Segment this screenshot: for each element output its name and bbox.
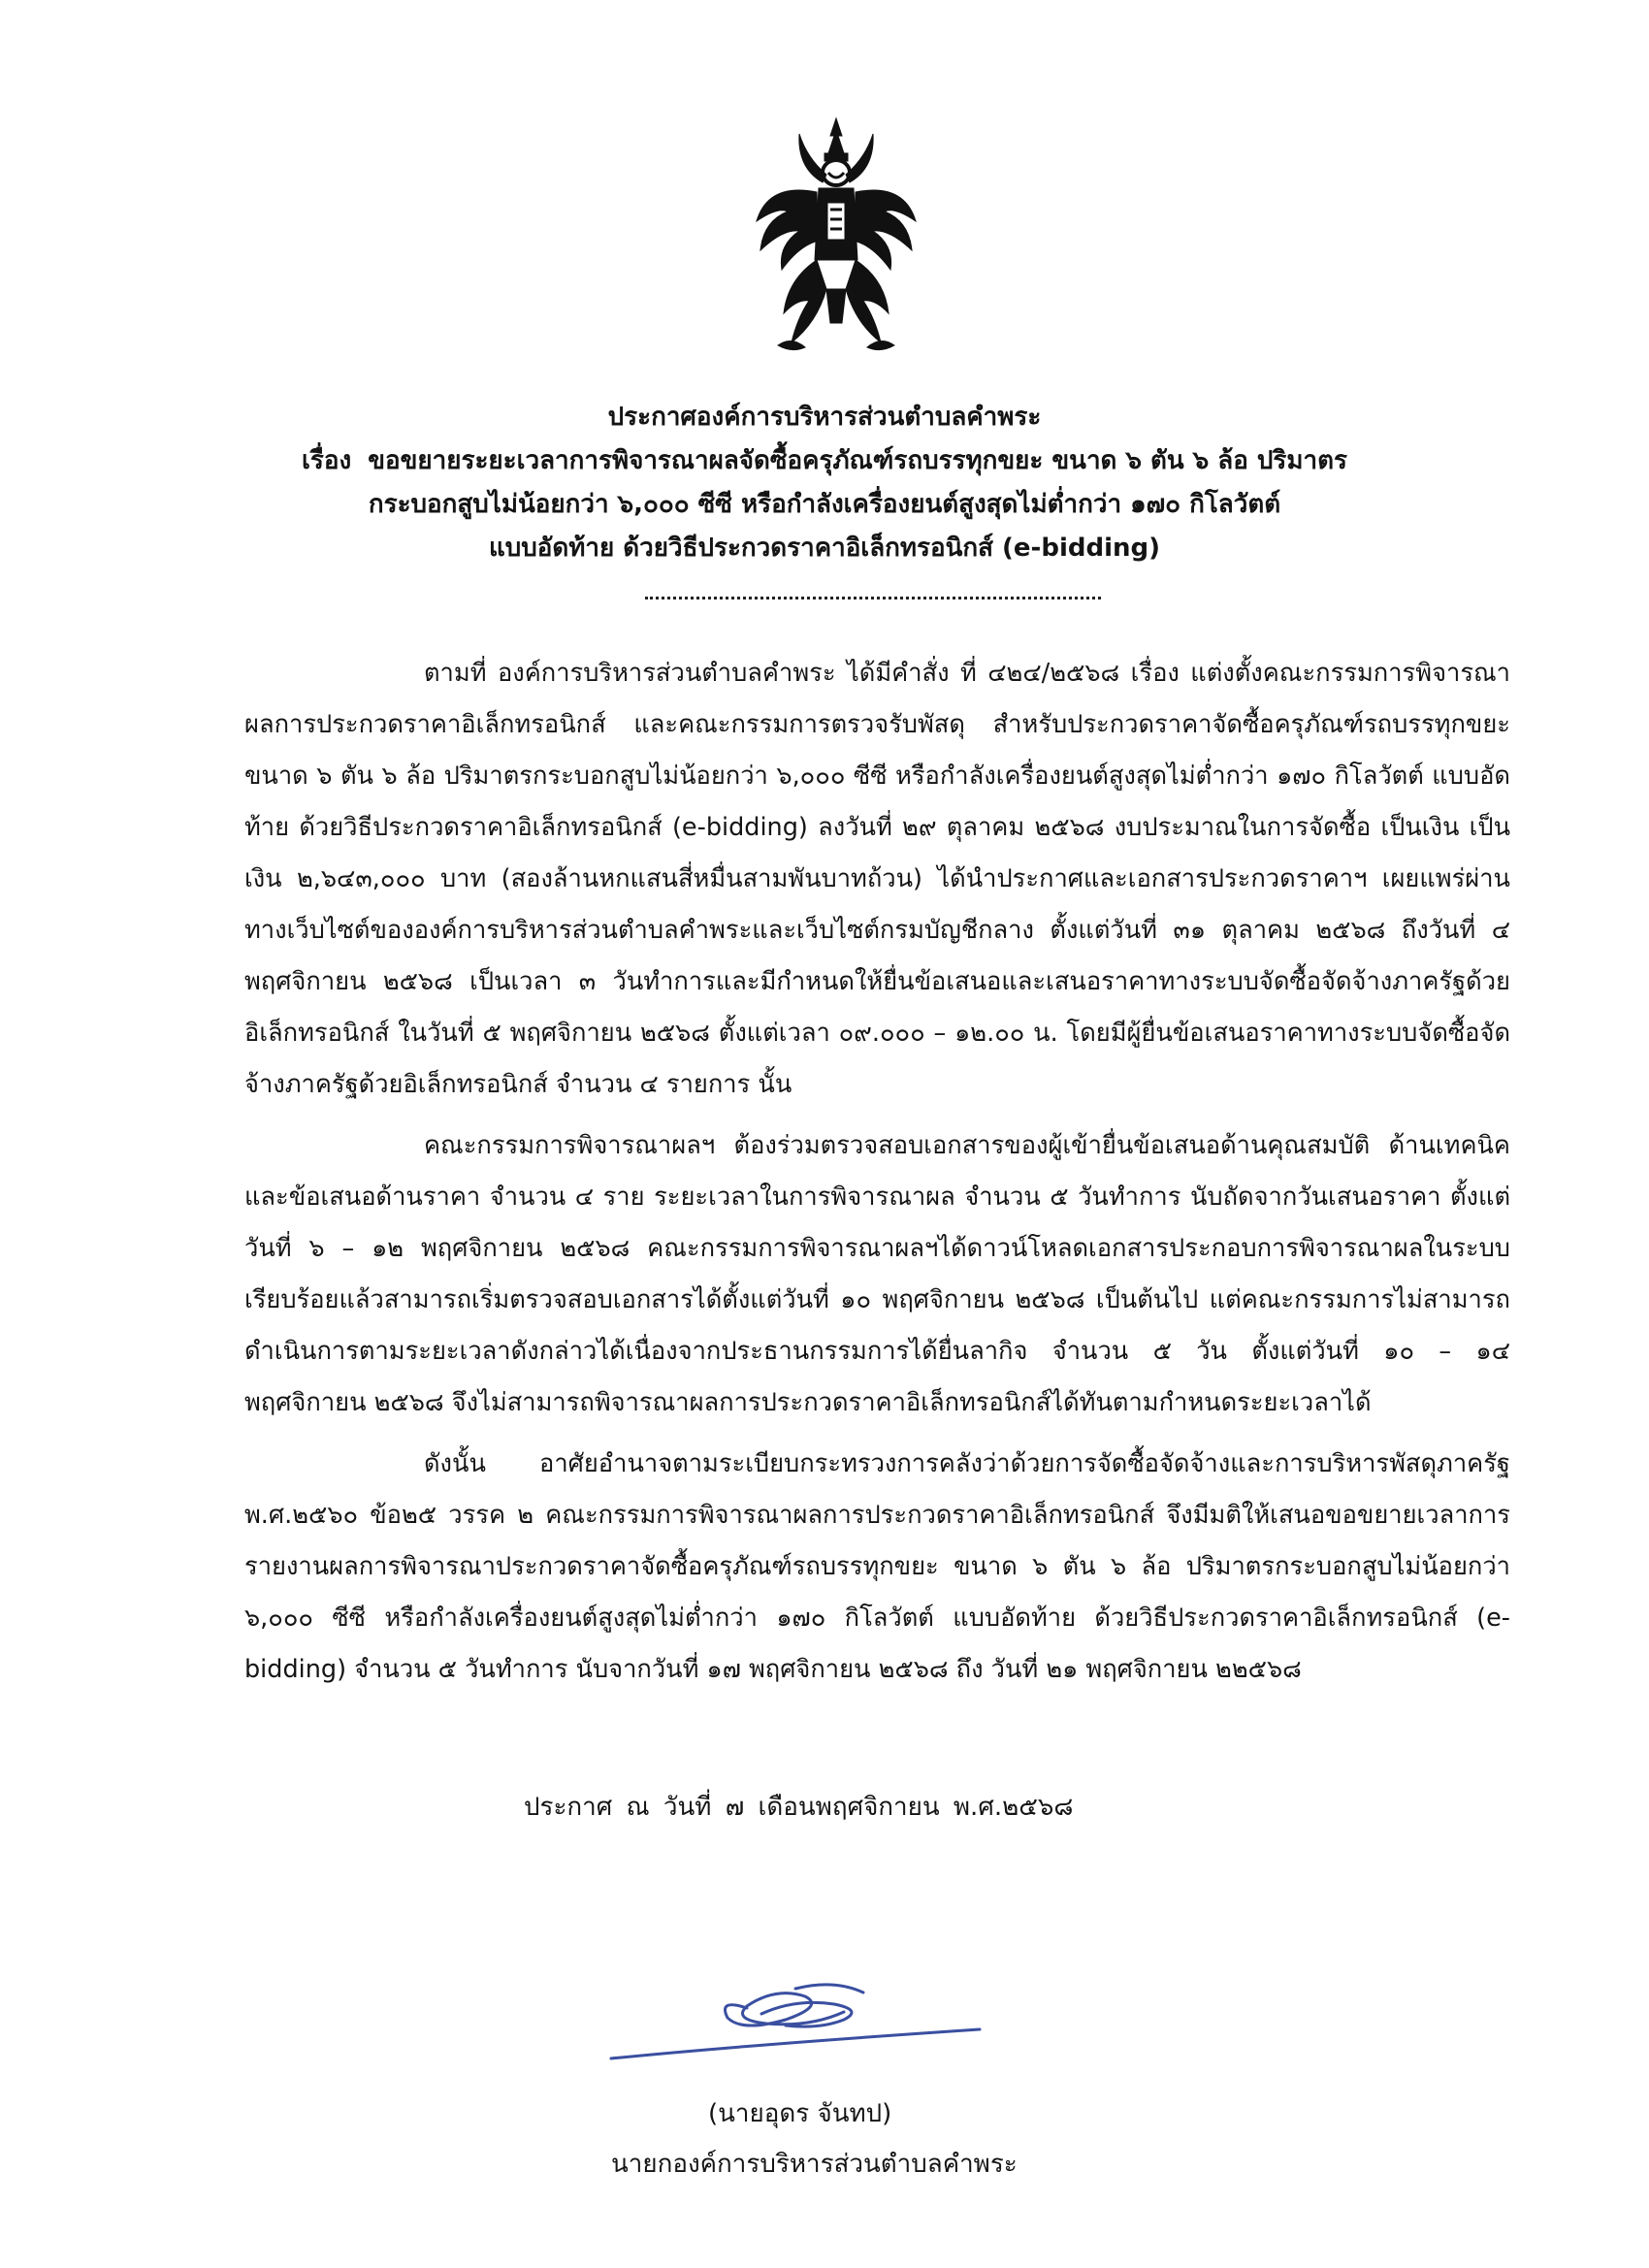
announcement-date: ประกาศ ณ วันที่ ๗ เดือนพฤศจิกายน พ.ศ.๒๕๖๘ [524, 1793, 1074, 1822]
subject-line-2: กระบอกสูบไม่น้อยกว่า ๖,๐๐๐ ซีซี หรือกำลังเครื่องยนต์สูงสุดไม่ต่ำกว่า ๑๗๐ กิโลวัตต์ [368, 490, 1281, 519]
subject-text-1: ขอขยายระยะเวลาการพิจารณาผลจัดซื้อครุภัณฑ์รถบรรทุกขยะ ขนาด ๖ ตัน ๖ ล้อ ปริมาตร [368, 446, 1347, 475]
document-body [244, 648, 1510, 1705]
header-divider [645, 597, 1101, 599]
subject-label: เรื่อง [302, 446, 352, 475]
paragraph-background: ตามที่ องค์การบริหารส่วนตำบลคำพระ ได้มีคำสั่ง ที่ ๔๒๔/๒๕๖๘ เรื่อง แต่งตั้งคณะกรรมการพิจารณาผลการประกวดราคาอิเล็กทรอนิกส์ และคณะกรรมการตรวจรับพัสดุ สำหรับประกวดราคาจัดซื้อครุภัณฑ์รถบรรทุกขยะ ขนาด ๖ ตัน ๖ ล้อ ปริมาตรกระบอกสูบไม่น้อยกว่า ๖,๐๐๐ ซีซี หรือกำลังเครื่องยนต์สูงสุดไม่ต่ำกว่า ๑๗๐ กิโลวัตต์ แบบอัดท้าย ด้วยวิธีประกวดราคาอิเล็กทรอนิกส์ (e-bidding) ลงวันที่ ๒๙ ตุลาคม ๒๕๖๘ งบประมาณในการจัดซื้อ เป็นเงิน เป็นเงิน ๒,๖๔๓,๐๐๐ บาท (สองล้านหกแสนสี่หมื่นสามพันบาทถ้วน) ได้นำประกาศและเอกสารประกวดราคาฯ เผยแพร่ผ่านทางเว็บไซต์ขององค์การบริหารส่วนตำบลคำพระและเว็บไซต์กรมบัญชีกลาง ตั้งแต่วันที่ ๓๑ ตุลาคม ๒๕๖๘ ถึงวันที่ ๔ พฤศจิกายน ๒๕๖๘ เป็นเวลา ๓ วันทำการและมีกำหนดให้ยื่นข้อเสนอและเสนอราคาทางระบบจัดซื้อจัดจ้างภาครัฐด้วยอิเล็กทรอนิกส์ ในวันที่ ๕ พฤศจิกายน ๒๕๖๘ ตั้งแต่เวลา ๐๙.๐๐๐ – ๑๒.๐๐ น. โดยมีผู้ยื่นข้อเสนอราคาทางระบบจัดซื้อจัดจ้างภาครัฐด้วยอิเล็กทรอนิกส์ จำนวน ๔ รายการ นั้น [244, 659, 1510, 1099]
garuda-emblem-icon [749, 114, 923, 357]
signer-title: นายกองค์การบริหารส่วนตำบลคำพระ [611, 2150, 1018, 2179]
subject-line-3: แบบอัดท้าย ด้วยวิธีประกวดราคาอิเล็กทรอนิกส์ (e-bidding) [489, 534, 1160, 563]
signer-name: (นายอุดร จันทป) [708, 2099, 892, 2128]
paragraph-resolution: ดังนั้น อาศัยอำนาจตามระเบียบกระทรวงการคลังว่าด้วยการจัดซื้อจัดจ้างและการบริหารพัสดุภาครัฐ พ.ศ.๒๕๖๐ ข้อ๒๕ วรรค ๒ คณะกรรมการพิจารณาผลการประกวดราคาอิเล็กทรอนิกส์ จึงมีมติให้เสนอขอขยายเวลาการรายงานผลการพิจารณาประกวดราคาจัดซื้อครุภัณฑ์รถบรรทุกขยะ ขนาด ๖ ตัน ๖ ล้อ ปริมาตรกระบอกสูบไม่น้อยกว่า ๖,๐๐๐ ซีซี หรือกำลังเครื่องยนต์สูงสุดไม่ต่ำกว่า ๑๗๐ กิโลวัตต์ แบบอัดท้าย ด้วยวิธีประกวดราคาอิเล็กทรอนิกส์ (e-bidding) จำนวน ๕ วันทำการ นับจากวันที่ ๑๗ พฤศจิกายน ๒๕๖๘ ถึง วันที่ ๒๑ พฤศจิกายน ๒๒๕๖๘ [244, 1449, 1510, 1684]
document-header [194, 396, 1455, 570]
signature-icon [601, 1969, 989, 2076]
paragraph-reason: คณะกรรมการพิจารณาผลฯ ต้องร่วมตรวจสอบเอกสารของผู้เข้ายื่นข้อเสนอด้านคุณสมบัติ ด้านเทคนิคและข้อเสนอด้านราคา จำนวน ๔ ราย ระยะเวลาในการพิจารณาผล จำนวน ๕ วันทำการ นับถัดจากวันเสนอราคา ตั้งแต่วันที่ ๖ – ๑๒ พฤศจิกายน ๒๕๖๘ คณะกรรมการพิจารณาผลฯได้ดาวน์โหลดเอกสารประกอบการพิจารณาผลในระบบเรียบร้อยแล้วสามารถเริ่มตรวจสอบเอกสารได้ตั้งแต่วันที่ ๑๐ พฤศจิกายน ๒๕๖๘ เป็นต้นไป แต่คณะกรรมการไม่สามารถดำเนินการตามระยะเวลาดังกล่าวได้เนื่องจากประธานกรรมการได้ยื่นลากิจ จำนวน ๕ วัน ตั้งแต่วันที่ ๑๐ – ๑๔ พฤศจิกายน ๒๕๖๘ จึงไม่สามารถพิจารณาผลการประกวดราคาอิเล็กทรอนิกส์ได้ทันตามกำหนดระยะเวลาได้ [244, 1131, 1510, 1417]
organization-title: ประกาศองค์การบริหารส่วนตำบลคำพระ [607, 403, 1042, 432]
subject-line-1 [194, 439, 1455, 483]
